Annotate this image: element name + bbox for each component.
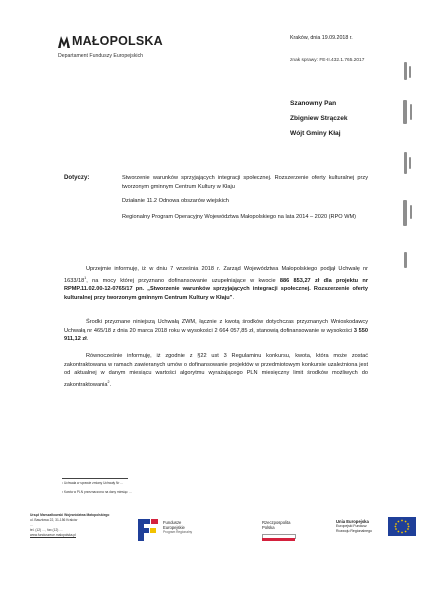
website-link[interactable]: www.funduszeue.malopolska.pl bbox=[30, 532, 76, 537]
subject-program: Regionalny Program Operacyjny Województwa Małopolskiego na lata 2014 – 2020 (RPO WM) bbox=[122, 213, 357, 220]
footnote-marker: 2 bbox=[107, 379, 110, 384]
office-address bbox=[30, 513, 110, 538]
edge-stripe bbox=[403, 200, 407, 226]
paragraph-funding-total bbox=[64, 318, 368, 344]
logo-text: Program Regionalny bbox=[163, 530, 193, 535]
fundusze-europejskie-icon bbox=[136, 517, 160, 543]
paragraph-text: Środki przyznane niniejszą Uchwałą ZWM, łącznie z kwotą środków dotychczas przyznanych Wnioskodawcy Uchwałą nr 465/18 z dnia 20 marca 2018 roku w wysokości 2 664 057,85 zł, stanowią dofinansowanie w wysokości bbox=[64, 319, 368, 334]
subject-label: Dotyczy: bbox=[64, 174, 90, 181]
recipient-title: Wójt Gminy Kłaj bbox=[290, 130, 341, 137]
logo-text: Unia Europejska bbox=[336, 519, 369, 524]
logo-text: Fundusze bbox=[163, 520, 182, 525]
brand-name: MAŁOPOLSKA bbox=[72, 34, 163, 48]
footnote-2: ² Kwota w PLN przeznaczona na dany miesiąc … bbox=[62, 490, 132, 494]
paragraph-text: Uprzejmie informuję, iż w dniu 7 września 2018 r. Zarząd Województwa Małopolskiego podjął Uchwałę nr 1633/18 bbox=[64, 266, 368, 284]
subject-action: Działanie 11.2 Odnowa obszarów wiejskich bbox=[122, 198, 229, 205]
edge-stripe bbox=[410, 205, 412, 219]
address-line: ul. Basztowa 22, 31-156 Kraków bbox=[30, 517, 78, 522]
polish-flag-red bbox=[262, 538, 295, 541]
eu-caption bbox=[336, 519, 372, 534]
paragraph-decision bbox=[64, 265, 368, 302]
edge-stripe bbox=[409, 157, 411, 169]
recipient-salutation: Szanowny Pan bbox=[290, 100, 337, 107]
department-name: Departament Funduszy Europejskich bbox=[58, 53, 144, 59]
logo-text: Rzeczpospolita bbox=[262, 520, 291, 525]
paragraph-contracting-limit bbox=[64, 352, 368, 389]
logo-text: Europejski Fundusz bbox=[336, 524, 367, 529]
logo-text: Europejskie bbox=[163, 525, 185, 531]
edge-stripe bbox=[409, 66, 411, 78]
logo-text: Rozwoju Regionalnego bbox=[336, 529, 372, 534]
recipient-block bbox=[290, 96, 348, 141]
recipient-name: Zbigniew Strączek bbox=[290, 115, 348, 122]
address-line: … bbox=[30, 522, 34, 527]
letter-date: Kraków, dnia 19.09.2018 r. bbox=[290, 35, 353, 41]
case-reference: znak sprawy: FE-II.432.1.765.2017 bbox=[290, 58, 365, 63]
logo-text: Polska bbox=[262, 525, 275, 531]
rp-caption bbox=[262, 520, 290, 530]
footnote-marker: 1 bbox=[84, 275, 87, 280]
office-name: Urząd Marszałkowski Województwa Małopolskiego bbox=[30, 513, 110, 517]
edge-stripe bbox=[403, 100, 407, 124]
fundusze-caption bbox=[163, 520, 192, 535]
paragraph-text: Równocześnie informuję, iż zgodnie z §22 ust 3 Regulaminu konkursu, kwota, która może zostać zakontraktowana w ramach zawieranych umów o dofinansowanie projektów w przedmiotowym konkursie uzależniona jest od aktualnej w danym miesiącu wartości algorytmu wyrażającego PLN miesięczny limit środków możliwych do zakontraktowania bbox=[64, 353, 368, 388]
project-amount-and-title: 886 853,27 zł dla projektu nr RPMP.11.02.00-12-0765/17 pn. „Stworzenie warunków sprzyjających integracji społecznej. Rozszerzenie oferty kulturalnej przy tworzonym gminnym Centrum Kultury w Kłaju” bbox=[64, 277, 369, 301]
paragraph-text: . bbox=[232, 294, 235, 301]
malopolska-m-icon bbox=[58, 36, 70, 48]
eu-flag-icon bbox=[388, 517, 416, 536]
subject-title: Stworzenie warunków sprzyjających integracji społecznej. Rozszerzenie oferty kulturalnej przy tworzonym gminnym Centrum Kultury w Kłaju bbox=[122, 175, 368, 190]
address-line: tel. (12) …, fax (12) … bbox=[30, 527, 63, 532]
paragraph-text: . bbox=[109, 381, 112, 388]
footnote-1: ¹ Uchwała w sprawie zmiany Uchwały Nr … bbox=[62, 481, 124, 485]
total-funding-amount: 3 550 911,12 zł bbox=[64, 327, 368, 343]
paragraph-text: . bbox=[86, 336, 89, 343]
footnote-separator bbox=[62, 478, 128, 479]
edge-stripe bbox=[404, 252, 407, 268]
edge-stripe bbox=[404, 62, 407, 80]
subject-block bbox=[122, 174, 368, 221]
paragraph-text: , na mocy której przyznano dofinansowanie uzupełniające w kwocie bbox=[86, 277, 280, 284]
edge-stripe bbox=[404, 152, 407, 174]
edge-stripe bbox=[410, 104, 412, 120]
